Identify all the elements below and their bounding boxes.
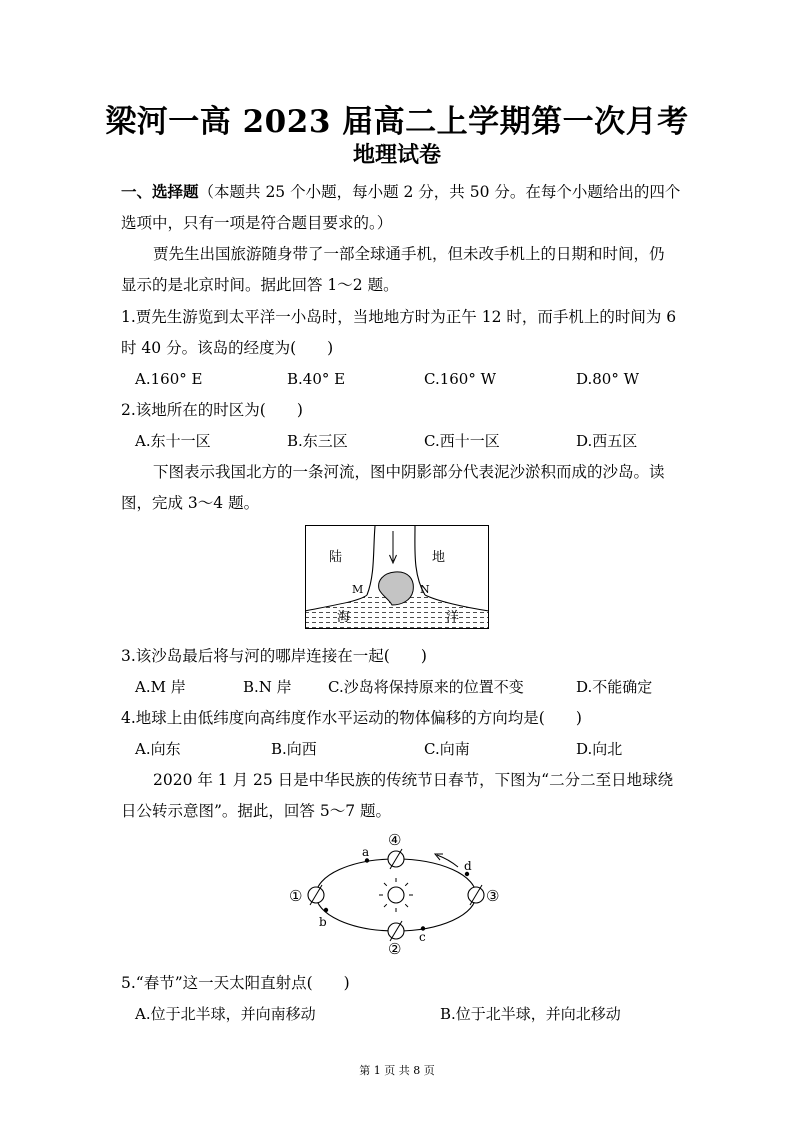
exam-subtitle: 地理试卷 (352, 142, 441, 168)
orbit-point-b (324, 908, 328, 912)
page-footer: 第 1 页 共 8 页 (359, 1064, 435, 1077)
label-pos-1: ① (289, 887, 303, 905)
q4-option-d: D.向北 (576, 740, 623, 758)
q3-option-a: A.M 岸 (135, 678, 186, 696)
q5-option-b: B.位于北半球，并向北移动 (440, 1005, 621, 1023)
section-label: 一、选择题 (121, 182, 199, 201)
earth-icon-position-2 (388, 921, 404, 941)
q1-option-c: C.160° W (424, 370, 497, 388)
label-pos-4: ④ (388, 831, 402, 849)
question-5: 5.“春节”这一天太阳直射点( ) (121, 974, 350, 992)
q3-option-c: C.沙岛将保持原来的位置不变 (328, 678, 524, 696)
label-sea-left: 海 (337, 610, 351, 625)
intro1-line2: 显示的是北京时间。据此回答 1～2 题。 (121, 276, 399, 294)
q2-option-a: A.东十一区 (135, 432, 211, 450)
q3-option-b: B.N 岸 (243, 678, 292, 696)
intro2-line2: 图，完成 3～4 题。 (121, 494, 260, 512)
label-point-a: a (362, 845, 370, 859)
earth-icon-position-3 (468, 885, 484, 905)
q1-option-b: B.40° E (287, 370, 346, 388)
section-description: （本题共 25 个小题，每小题 2 分，共 50 分。在每个小题给出的四个 (198, 183, 681, 201)
q1-option-d: D.80° W (576, 370, 640, 388)
q5-option-a: A.位于北半球，并向南移动 (135, 1005, 316, 1023)
exam-title: 梁河一高 2023 届高二上学期第一次月考 (105, 104, 689, 140)
q1-option-a: A.160° E (135, 370, 203, 388)
intro3-line2: 日公转示意图”。据此，回答 5～7 题。 (121, 802, 392, 820)
question-1-line2: 时 40 分。该岛的经度为( ) (121, 339, 334, 357)
sun-icon (379, 878, 413, 912)
earth-icon-position-4 (388, 849, 404, 869)
label-point-d: d (464, 859, 472, 873)
label-land-right: 地 (432, 550, 446, 565)
question-3: 3.该沙岛最后将与河的哪岸连接在一起( ) (121, 647, 427, 665)
section-header (121, 182, 680, 202)
label-pos-3: ③ (486, 887, 500, 905)
q3-option-d: D.不能确定 (576, 678, 653, 696)
q2-option-c: C.西十一区 (424, 432, 500, 450)
intro3-line1: 2020 年 1 月 25 日是中华民族的传统节日春节，下图为“二分二至日地球绕 (153, 771, 674, 789)
section-description-cont: 选项中，只有一项是符合题目要求的。） (121, 214, 393, 232)
river-diagram (305, 525, 489, 629)
label-point-b: b (319, 915, 327, 929)
q4-option-c: C.向南 (424, 740, 470, 758)
earth-icon-position-1 (308, 885, 324, 905)
label-point-c: c (419, 930, 426, 944)
label-land-left: 陆 (329, 550, 343, 565)
question-4: 4.地球上由低纬度向高纬度作水平运动的物体偏移的方向均是( ) (121, 709, 582, 727)
label-pos-2: ② (388, 940, 402, 956)
label-sea-right: 洋 (446, 610, 460, 625)
label-bank-m: M (352, 583, 364, 596)
q4-option-a: A.向东 (135, 740, 181, 758)
orbit-diagram (282, 826, 510, 956)
q4-option-b: B.向西 (271, 740, 317, 758)
intro1-line1: 贾先生出国旅游随身带了一部全球通手机，但未改手机上的日期和时间，仍 (153, 245, 665, 263)
q2-option-b: B.东三区 (287, 432, 348, 450)
label-bank-n: N (420, 583, 430, 596)
q2-option-d: D.西五区 (576, 432, 638, 450)
intro2-line1: 下图表示我国北方的一条河流，图中阴影部分代表泥沙淤积而成的沙岛。读 (153, 463, 665, 481)
question-1-line1: 1.贾先生游览到太平洋一小岛时，当地地方时为正午 12 时，而手机上的时间为 6 (121, 308, 677, 326)
question-2: 2.该地所在的时区为( ) (121, 401, 303, 419)
